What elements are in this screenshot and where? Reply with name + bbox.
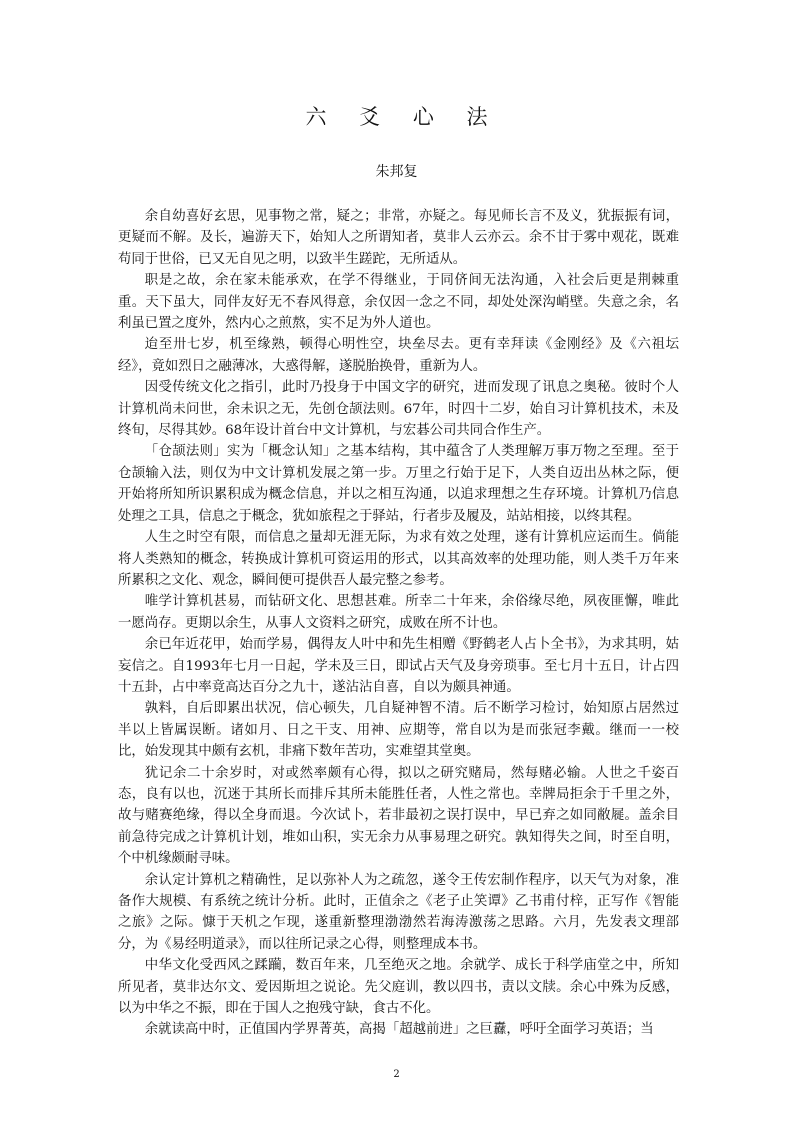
body-paragraph: 犹记余二十余岁时，对或然率颇有心得，拟以之研究赌局，然每赌必输。人世之千姿百态，良有以也，沉迷于其所长而排斥其所未能胜任者，人性之常也。幸牌局拒余于千里之外，故与赌赛绝缘，得以全身而退。今次试卜，若非最初之误打误中，早已弃之如同敝屣。盖余目前急待完成之计算机计划，堆如山积，实无余力从事易理之研究。孰知得失之间，时至自明，个中机缘颇耐寻味。 [118,765,679,867]
body-paragraph: 唯学计算机甚易，而钻研文化、思想甚难。所幸二十年来，余俗缘尽绝，夙夜匪懈，唯此一愿尚存。更期以余生，从事人文资料之研究，成败在所不计也。 [118,594,679,631]
body-paragraph: 人生之时空有限，而信息之量却无涯无际，为求有效之处理，遂有计算机应运而生。倘能将人类熟知的概念，转换成计算机可资运用的形式，以其高效率的处理功能，则人类千万年来所累积之文化、观念，瞬间便可提供吾人最完整之参考。 [118,530,679,588]
document-author: 朱邦复 [375,164,418,180]
body-paragraph: 孰料，自后即累出状况，信心顿失，几自疑神智不清。后不断学习检讨，始知原占居然过半以上皆属误断。诸如月、日之干支、用神、应期等，常自以为是而张冠李戴。继而一一校比，始发现其中颇有玄机，非痛下数年苦功，实难望其堂奥。 [118,701,679,760]
body-paragraph: 余就读高中时，正值国内学界菁英，高揭「超越前进」之巨纛，呼吁全面学习英语；当 [144,1022,654,1038]
body-paragraph: 余自幼喜好玄思，见事物之常，疑之；非常，亦疑之。每见师长言不及义，犹振振有词，更疑而不解。及长，遍游天下，始知人之所谓知者，莫非人云亦云。余不甘于雾中观花，既难苟同于世俗，已又无自见之明，以致半生蹉跎，无所适从。 [118,209,679,267]
body-paragraph: 「仓颉法则」实为「概念认知」之基本结构，其中蕴含了人类理解万事万物之至理。至于仓颉输入法，则仅为中文计算机发展之第一步。万里之行始于足下，人类自迈出丛林之际，便开始将所知所识累积成为概念信息，并以之相互沟通，以追求理想之生存环境。计算机乃信息处理之工具，信息之于概念，犹如旅程之于驿站，行者步及履及，站站相接，以终其程。 [118,444,679,524]
page-number: 2 [393,1069,400,1080]
body-paragraph: 因受传统文化之指引，此时乃投身于中国文字的研究，进而发现了讯息之奥秘。彼时个人计算机尚未问世，余未识之无，先创仓颉法则。67年，时四十二岁，始自习计算机技术，未及终旬，尽得其妙。68年设计首台中文计算机，与宏碁公司共同合作生产。 [118,380,679,439]
document-title: 六 爻 心 法 [305,105,501,129]
body-paragraph: 中华文化受西风之蹂躏，数百年来，几至绝灭之地。余就学、成长于科学庙堂之中，所知所见者，莫非达尔文、爱因斯坦之说论。先父庭训，教以四书，责以文牍。余心中殊为反感，以为中华之不振，即在于国人之抱残守缺，食古不化。 [118,958,679,1017]
body-paragraph: 职是之故，余在家未能承欢，在学不得继业，于同侪间无法沟通，入社会后更是荆棘重重。天下虽大，同伴友好无不春风得意，余仅因一念之不同，却处处深沟峭壁。失意之余，名利虽已置之度外，然内心之煎熬，实不足为外人道也。 [118,273,679,332]
document-body [118,206,679,1041]
body-paragraph: 迨至卅七岁，机至缘熟，顿得心明性空，块垒尽去。更有幸拜读《金刚经》及《六祖坛经》，竟如烈日之融薄冰，大惑得解，遂脱胎换骨，重新为人。 [118,337,679,374]
body-paragraph: 余已年近花甲，始而学易，偶得友人叶中和先生相赠《野鹤老人占卜全书》，为求其明，姑妄信之。自1993年七月一日起，学未及三日，即试占天气及身旁琐事。至七月十五日，计占四十五卦，占中率竟高达百分之九十，遂沾沾自喜，自以为颇具神通。 [118,637,679,695]
body-paragraph: 余认定计算机之精确性，足以弥补人为之疏忽，遂令王传宏制作程序，以天气为对象，准备作大规模、有系统之统计分析。此时，正值余之《老子止笑谭》乙书甫付梓，正写作《智能之旅》之际。慷于天机之乍现，遂重新整理渤渤然若海涛激荡之思路。六月，先发表文理部分，为《易经明道录》，而以往所记录之心得，则整理成本书。 [118,872,679,952]
